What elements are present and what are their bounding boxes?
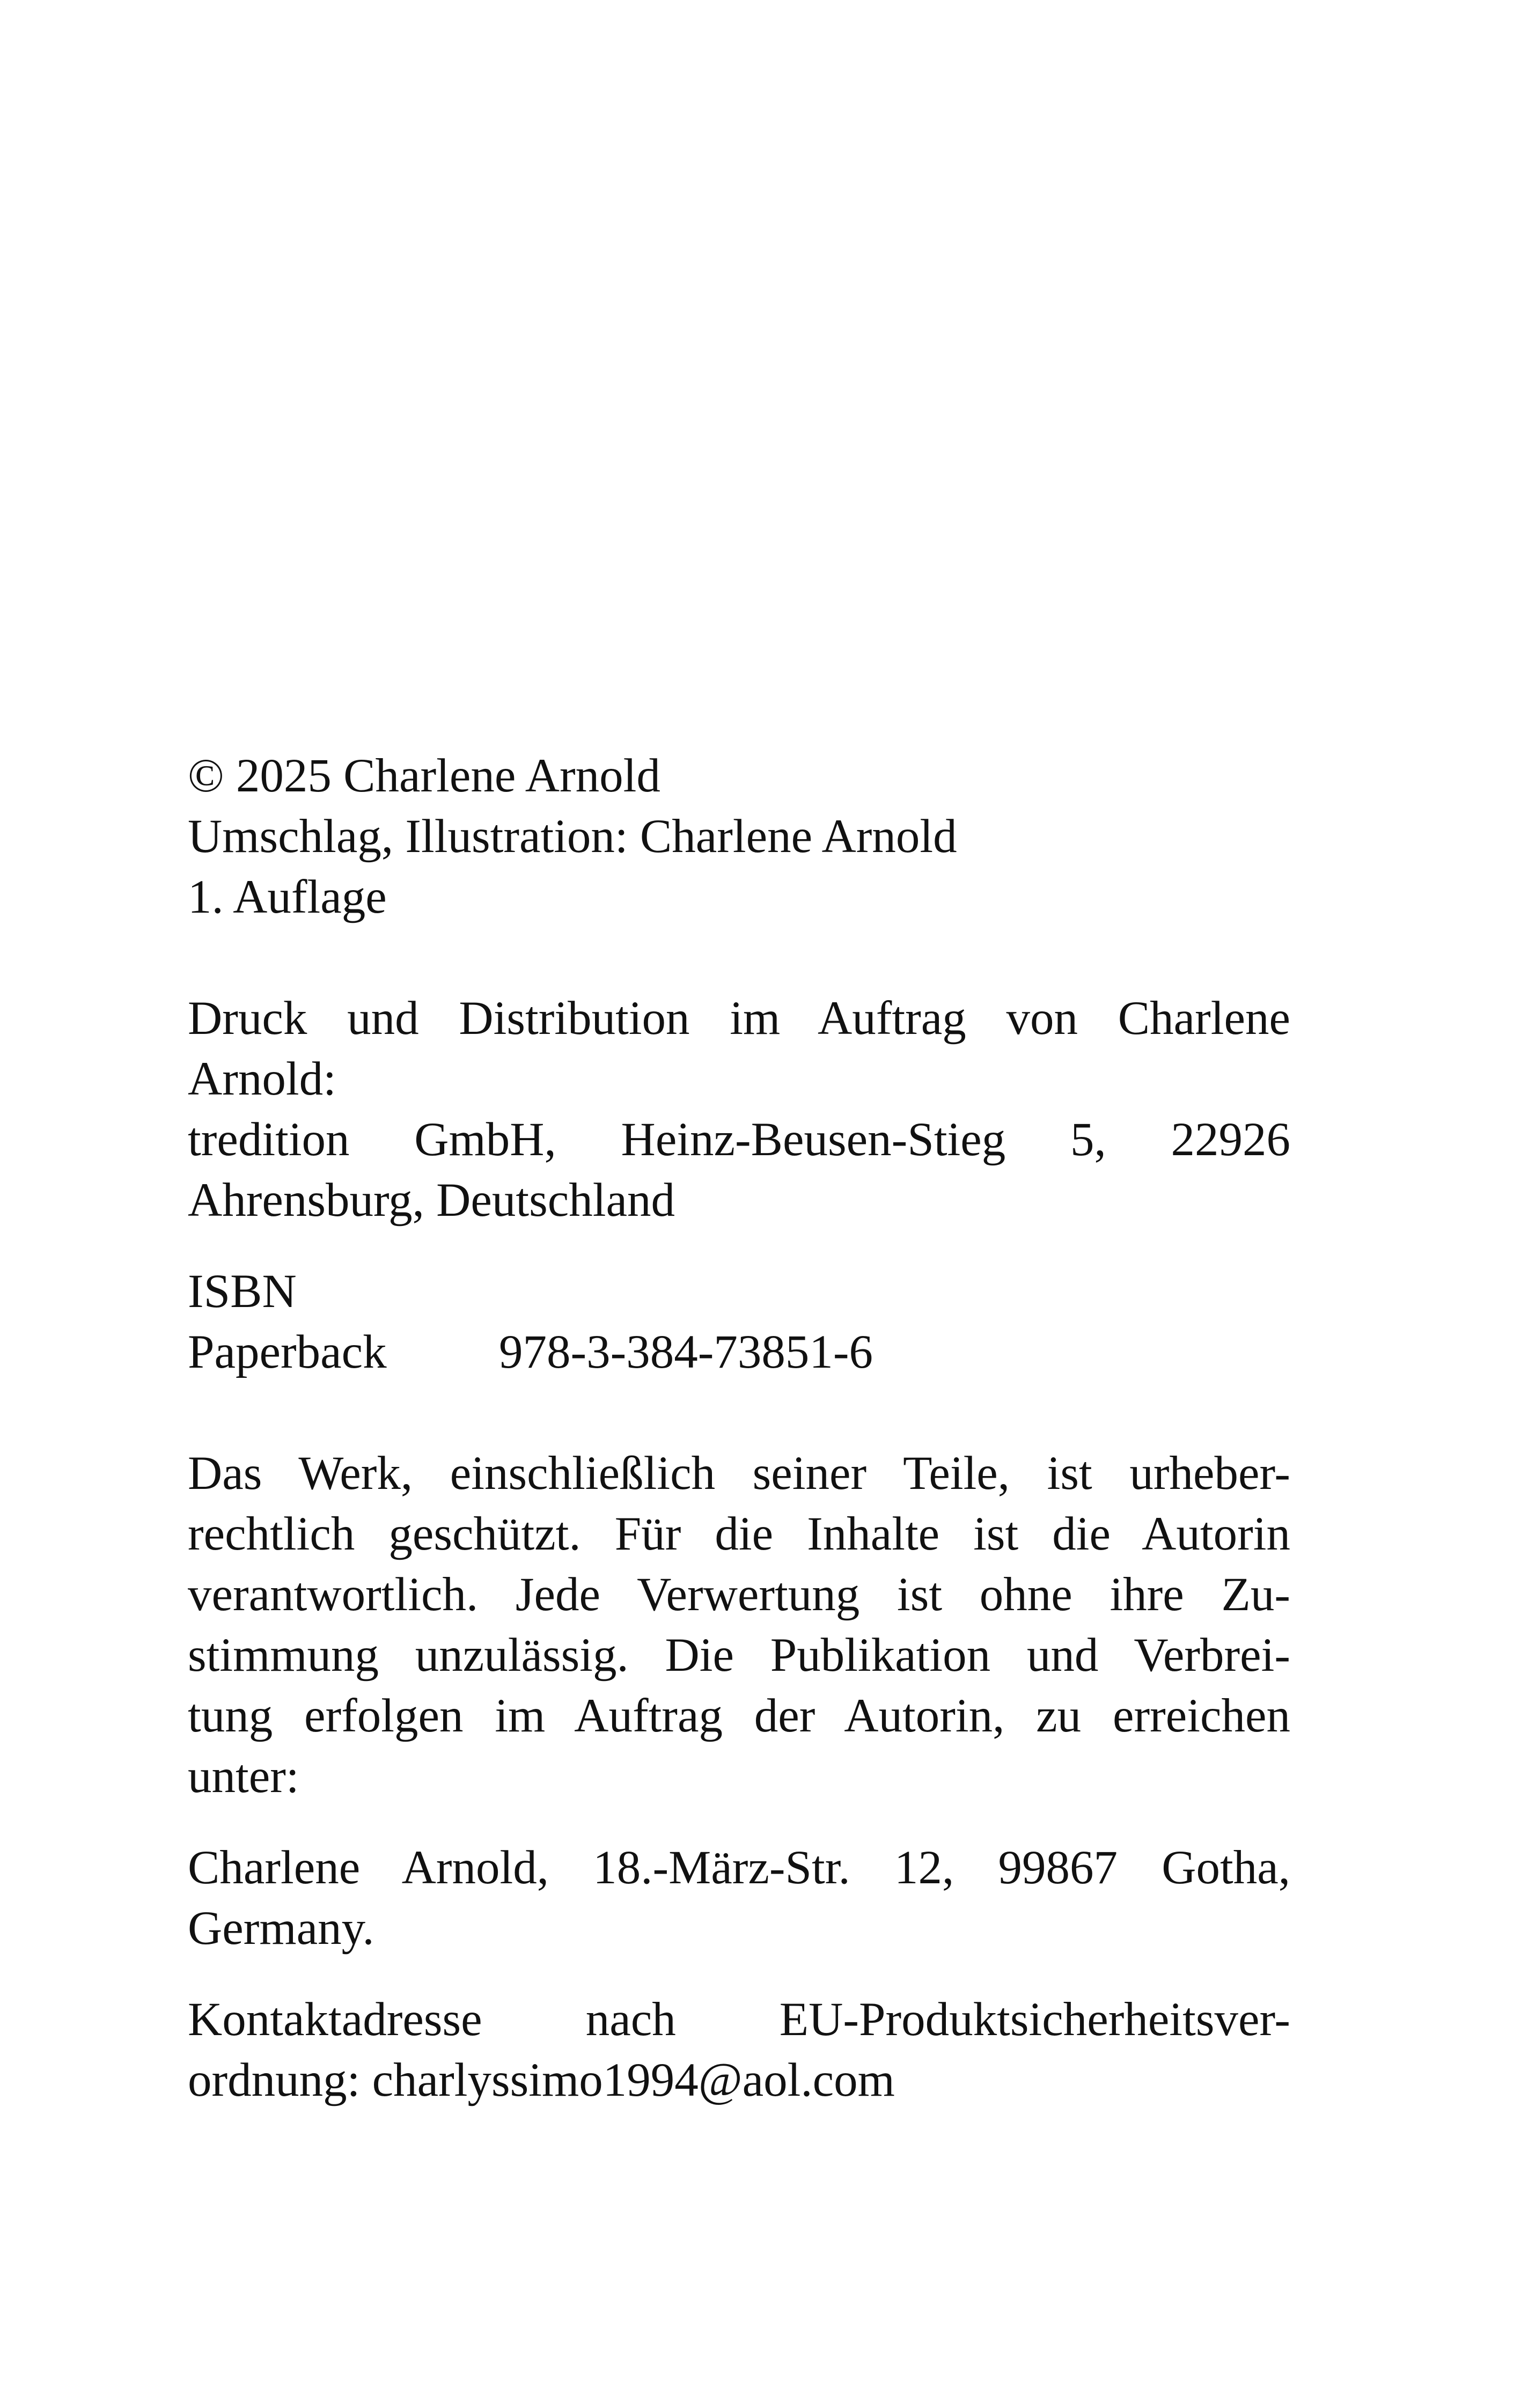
edition-line: 1. Auflage	[188, 871, 387, 923]
rights-line-6: unter:	[188, 1750, 299, 1803]
copyright-section	[188, 746, 1290, 928]
rights-line-4: stimmung unzulässig. Die Publikation und Verbrei-	[188, 1629, 1290, 1682]
distribution-line-2: Arnold:	[188, 1053, 336, 1105]
publisher-address-line-2: Ahrensburg, Deutschland	[188, 1174, 675, 1227]
isbn-number: 978-3-384-73851-6	[499, 1326, 873, 1378]
rights-line-5: tung erfolgen im Auftrag der Autorin, zu erreichen	[188, 1690, 1290, 1742]
distribution-line-1: Druck und Distribution im Auftrag von Charlene	[188, 992, 1290, 1045]
isbn-format: Paperback	[188, 1326, 387, 1378]
rights-line-1: Das Werk, einschließlich seiner Teile, ist urheber-	[188, 1447, 1290, 1500]
rights-section	[188, 1443, 1290, 1807]
isbn-section	[188, 1261, 1290, 1383]
contact-line-2: ordnung: charlyssimo1994@aol.com	[188, 2054, 895, 2106]
isbn-row	[188, 1322, 1290, 1383]
contact-line-1: Kontaktadresse nach EU-Produktsicherheitsver-	[188, 1993, 1290, 2046]
publisher-address-line-1: tredition GmbH, Heinz-Beusen-Stieg 5, 22926	[188, 1113, 1290, 1166]
isbn-heading: ISBN	[188, 1265, 297, 1318]
rights-line-3: verantwortlich. Jede Verwertung ist ohne ihre Zu-	[188, 1568, 1290, 1621]
author-address-line-1: Charlene Arnold, 18.-März-Str. 12, 99867 Gotha,	[188, 1841, 1290, 1894]
imprint-block	[188, 746, 1290, 2111]
contact-section	[188, 1989, 1290, 2111]
author-address-section	[188, 1838, 1290, 1959]
author-address-line-2: Germany.	[188, 1902, 374, 1955]
cover-credit-line: Umschlag, Illustration: Charlene Arnold	[188, 810, 957, 863]
distribution-section	[188, 988, 1290, 1231]
rights-line-2: rechtlich geschützt. Für die Inhalte ist die Autorin	[188, 1508, 1290, 1560]
copyright-line: © 2025 Charlene Arnold	[188, 750, 660, 802]
